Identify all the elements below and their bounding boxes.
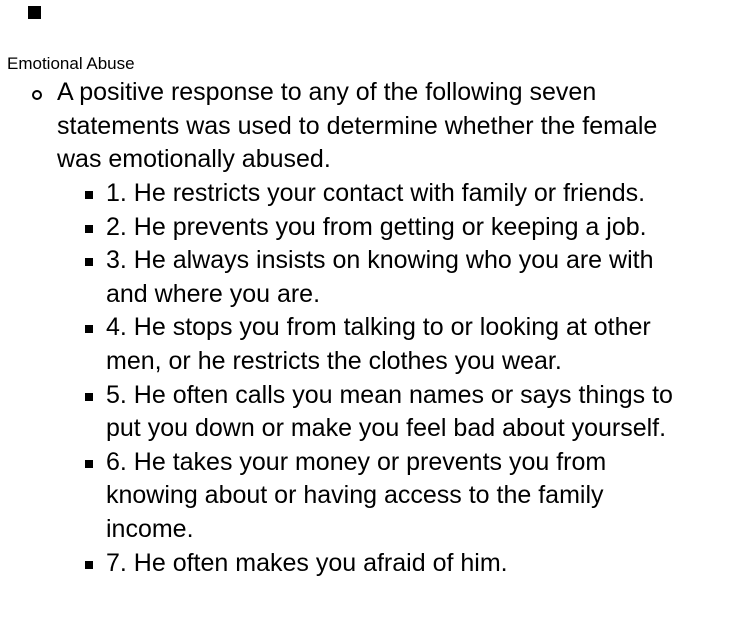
square-bullet-icon	[85, 225, 93, 233]
intro-paragraph	[57, 76, 657, 177]
square-bullet-icon	[85, 561, 93, 569]
list-item-7	[106, 547, 673, 581]
statement-line: 3. He always insists on knowing who you are with	[106, 246, 654, 275]
statement-line: and where you are.	[106, 279, 321, 308]
list-item-3	[106, 244, 673, 311]
statement-line: 7. He often makes you afraid of him.	[106, 548, 508, 577]
statement-line: men, or he restricts the clothes you wear.	[106, 346, 562, 375]
list-item-5	[106, 379, 673, 446]
section-heading: Emotional Abuse	[7, 54, 135, 73]
list-item-6	[106, 446, 673, 547]
square-bullet-icon	[85, 191, 93, 199]
statement-line: 4. He stops you from talking to or looking at other	[106, 313, 651, 342]
intro-line: was emotionally abused.	[57, 145, 331, 174]
statement-line: 5. He often calls you mean names or says things to	[106, 380, 673, 409]
statement-line: 2. He prevents you from getting or keeping a job.	[106, 212, 647, 241]
statements-list	[106, 177, 673, 580]
square-bullet-icon	[85, 258, 93, 266]
list-item-4	[106, 311, 673, 378]
intro-line: A positive response to any of the following seven	[57, 78, 597, 106]
circle-bullet-icon	[32, 90, 42, 100]
statement-line: put you down or make you feel bad about yourself.	[106, 414, 667, 443]
square-bullet-icon	[85, 460, 93, 468]
square-bullet-icon	[85, 325, 93, 333]
intro-line: statements was used to determine whether the female	[57, 111, 658, 140]
statement-line: 6. He takes your money or prevents you from	[106, 447, 607, 476]
square-bullet-icon	[85, 393, 93, 401]
list-item-1	[106, 177, 673, 211]
list-item-2	[106, 211, 673, 245]
statement-line: knowing about or having access to the family	[106, 481, 604, 510]
statement-line: income.	[106, 514, 194, 543]
statement-line: 1. He restricts your contact with family or friends.	[106, 179, 646, 207]
stray-square-bullet-icon	[28, 6, 41, 19]
